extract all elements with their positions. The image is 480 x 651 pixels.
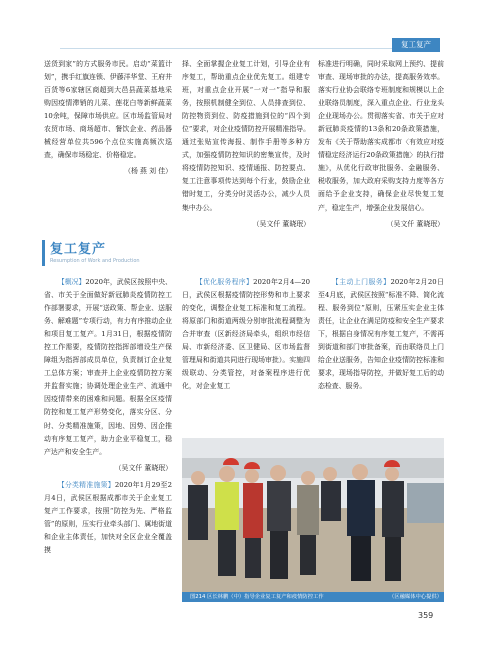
paragraph: 2020年1月29至2月4日，武侯区根据成都市关于企业复工复产工作要求，按照“防控为先、严格监管”的原则，压实行业牵头部门、属地街道和企业主体责任，加快对全区企业全覆盖摸: [44, 480, 172, 554]
section-tag: 【主动上门服务】: [331, 278, 391, 286]
section-subtitle: Resumption of Work and Production: [50, 258, 140, 264]
section-bar: [42, 240, 45, 266]
paragraph: 2020年2月4—20日，武侯区根据疫情防控形势和市上要求的变化，调整企业复工标准和复工流程。将原部门和街道两级分别审批流程调整为合并审查（区新经济局牵头，组织市经信局、市新经济委、区卫健局、区市场监督管理局和街道共同进行现场审批）。实施四级联动、分类管控，对备案程序进行优化，对企业复工: [182, 278, 310, 391]
paragraph: 择、全面掌握企业复工计划，引导企业有序复工，帮助重点企业优先复工。组建专班，对重点企业开展“一对一”指导和服务，按照机制健全到位、人员排查到位、防控物资到位、防疫措施到位的“四个到位”要求，对企业疫情防控开展精准指导。通过张贴宣传海报、制作手册等多种方式，加强疫情防控知识的密集宣传，及时将疫情防控知识、疫情通报、防控要点、复工注意事项传达到每个行业，鼓励企业错时复工，分类分时灵活办公，减少人员集中办公。: [182, 60, 310, 212]
paragraph: 2020年，武侯区按照中央、省、市关于全面做好新冠肺炎疫情防控工作部署要求，开展“送政策、帮企业、送服务、解难题”专项行动，有力有序推动企业和项目复工复产。1月31日，根据疫情防控工作需要，疫情防控指挥部增设生产保障组为指挥部成员单位，负责制订企业复工总体方案；审查并上企业疫情防控方案并监督实施；协调处理企业生产、流通中因疫情带来的困难和问题。根据全区疫情防控和复工复产形势变化，落实分区、分时、分类精准施策，因地、因势、因企推动有序复工复产，助力企业平稳复工，稳产达产和安全生产。: [44, 278, 172, 456]
signature: （吴文仟 董晓珉）: [114, 463, 172, 472]
section-tab: 复工复产: [392, 38, 440, 52]
col3-top: [318, 58, 444, 231]
section-heading: [42, 238, 172, 270]
signature: （吴文仟 董晓珉）: [386, 219, 444, 228]
col1-top: [44, 58, 172, 178]
photo-credit: （区融媒体中心提供）: [389, 594, 442, 600]
col2-bottom: [182, 276, 310, 393]
paragraph: 标准进行明确，同时采取网上预约、提前审查、现场审批的办法，提高服务效率。落实行业协会联络专班制度和规模以上企业联络员制度，深入重点企业、行业龙头企业现场办公。贯彻落实省、市关于应对新冠肺炎疫情的13条和20条政策措施，发布《关于帮助落实成都市〈有效应对疫情稳定经济运行20条政策措施〉的执行措施》，从优化行政审批服务、金融服务、税收服务，加大政府采购支持力度等各方面给予企业支持，确保企业尽快复工复产，稳定生产，增强企业发展信心。: [318, 60, 444, 212]
paragraph: 2020年2月20日至4月底，武侯区按照“标准不降、简化流程、服务到位”原则，压紧压实企业主体责任，让企业在满足防疫和安全生产要求下，根据自身情况有序复工复产，不需再到街道和部门审批备案，而由联络员上门给企业送服务，告知企业疫情防控标准和要求，现场指导防控，并做好复工后的动态检查、服务。: [318, 278, 444, 391]
col1-bottom: [44, 276, 172, 557]
col3-bottom: [318, 276, 444, 393]
signature: （杨 燕 刘 佳）: [124, 167, 172, 176]
section-tag: 【概况】: [57, 278, 86, 286]
header-rule: [60, 48, 426, 49]
section-tag: 【分类精准施策】: [57, 480, 115, 489]
page-number: 359: [418, 611, 434, 620]
photo: [182, 438, 444, 592]
col2-top: [182, 58, 310, 231]
paragraph: 送货到家”的方式服务市民。启动“菜篮计划”，携手红旗连锁、伊藤洋华堂、王府井百货等6家辖区商超到大邑县蔬菜基地采购因疫情滞销的儿菜、莲花白等新鲜蔬菜10余吨，保障市场供应。区市场监管局对农贸市场、商场超市、餐饮企业、药品器械经营单位共596个点位实施高频次巡查，确保市场稳定、价格稳定。: [44, 60, 172, 160]
section-tag: 【优化服务程序】: [195, 278, 254, 286]
section-title: 复工复产: [50, 242, 107, 257]
photo-caption: 图214 区长林鹏（中）指导企业复工复产和疫情防控工作: [190, 594, 324, 600]
photo-illustration: [182, 438, 444, 592]
signature: （吴文仟 董晓珉）: [252, 219, 310, 228]
